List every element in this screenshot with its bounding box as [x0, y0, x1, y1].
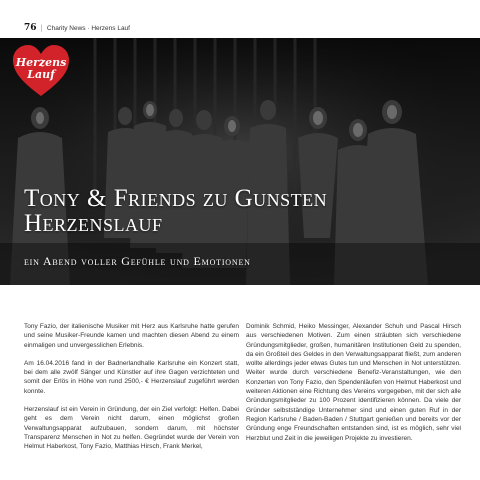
article-column-right: [246, 322, 461, 452]
article-column-left: [24, 322, 239, 461]
herzenslauf-logo: [12, 44, 70, 98]
article-title-line1: Tony & Friends zu Gunsten: [24, 185, 328, 212]
header-separator: |: [40, 24, 43, 32]
article-title-line2: Herzenslauf: [24, 210, 163, 237]
page-number: 76: [24, 23, 37, 33]
section-label: Charity News · Herzens Lauf: [46, 24, 130, 32]
hero-photo: [0, 38, 480, 285]
article-title: [24, 186, 464, 236]
logo-text-line2: Lauf: [27, 68, 55, 81]
paragraph: Herzenslauf ist ein Verein in Gründung, der ein Ziel verfolgt: Helfen. Dabei geht es dem Verein nicht darum, einen möglichst großen Verwaltungsapparat aufzubauen, sondern darum, mit höchster Transparenz Menschen in Not zu helfen. Gegründet wurde der Verein von Helmut Haberkost, Tony Fazio, Matthias Hirsch, Frank Merkel,: [24, 406, 239, 451]
page-header: [24, 22, 130, 34]
paragraph: Tony Fazio, der italienische Musiker mit Herz aus Karlsruhe hatte gerufen und seine Musiker-Freunde kamen und machten diesen Abend zu einem einmaligen und unvergesslichen Erlebnis.: [24, 323, 239, 349]
stage-photo-illustration: [0, 38, 480, 285]
paragraph: Am 16.04.2016 fand in der Badnerlandhalle Karlsruhe ein Konzert statt, bei dem alle zwölf Sänger und Künstler auf ihre Gagen verzichteten und somit der Erlös in Höhe von rund 2500,- € Herzenslauf zugeführt werden konnte.: [24, 359, 239, 395]
article-subtitle: ein Abend voller Gefühle und Emotionen: [24, 254, 251, 268]
logo-text-line1: Herzens: [15, 56, 67, 69]
paragraph: Dominik Schmid, Heiko Messinger, Alexander Schuh und Pascal Hirsch aus verschiedenen Motiven. Zum einen sträubten sich verschiedene Gründungsmitglieder, großen, humanitären Institutionen Geld zu spenden, da ein Großteil des Geldes in den Verwaltungsapparat fließt, zum anderen wollte allerdings jeder etwas Gutes tun und Menschen in Not unterstützen. Weiter wurde durch verschiedene Benefiz-Veranstaltungen, wie den Konzerten von Tony Fazio, den Spendenläufen von Helmut Haberkost und weiteren Aktionen eine Richtung des Vereins vorgegeben, mit der sich alle Gründungsmitglieder zu 100 Prozent identifizieren können. Da viele der Gründer selbstständige Unternehmer sind und einen guten Ruf in der Region Karlsruhe / Baden-Baden / Stuttgart genießen und bereits vor der Gründung enge Freundschaften entstanden sind, ist es möglich, sehr viel Herzblut und Zeit in die jeweiligen Projekte zu investieren.: [246, 323, 461, 442]
